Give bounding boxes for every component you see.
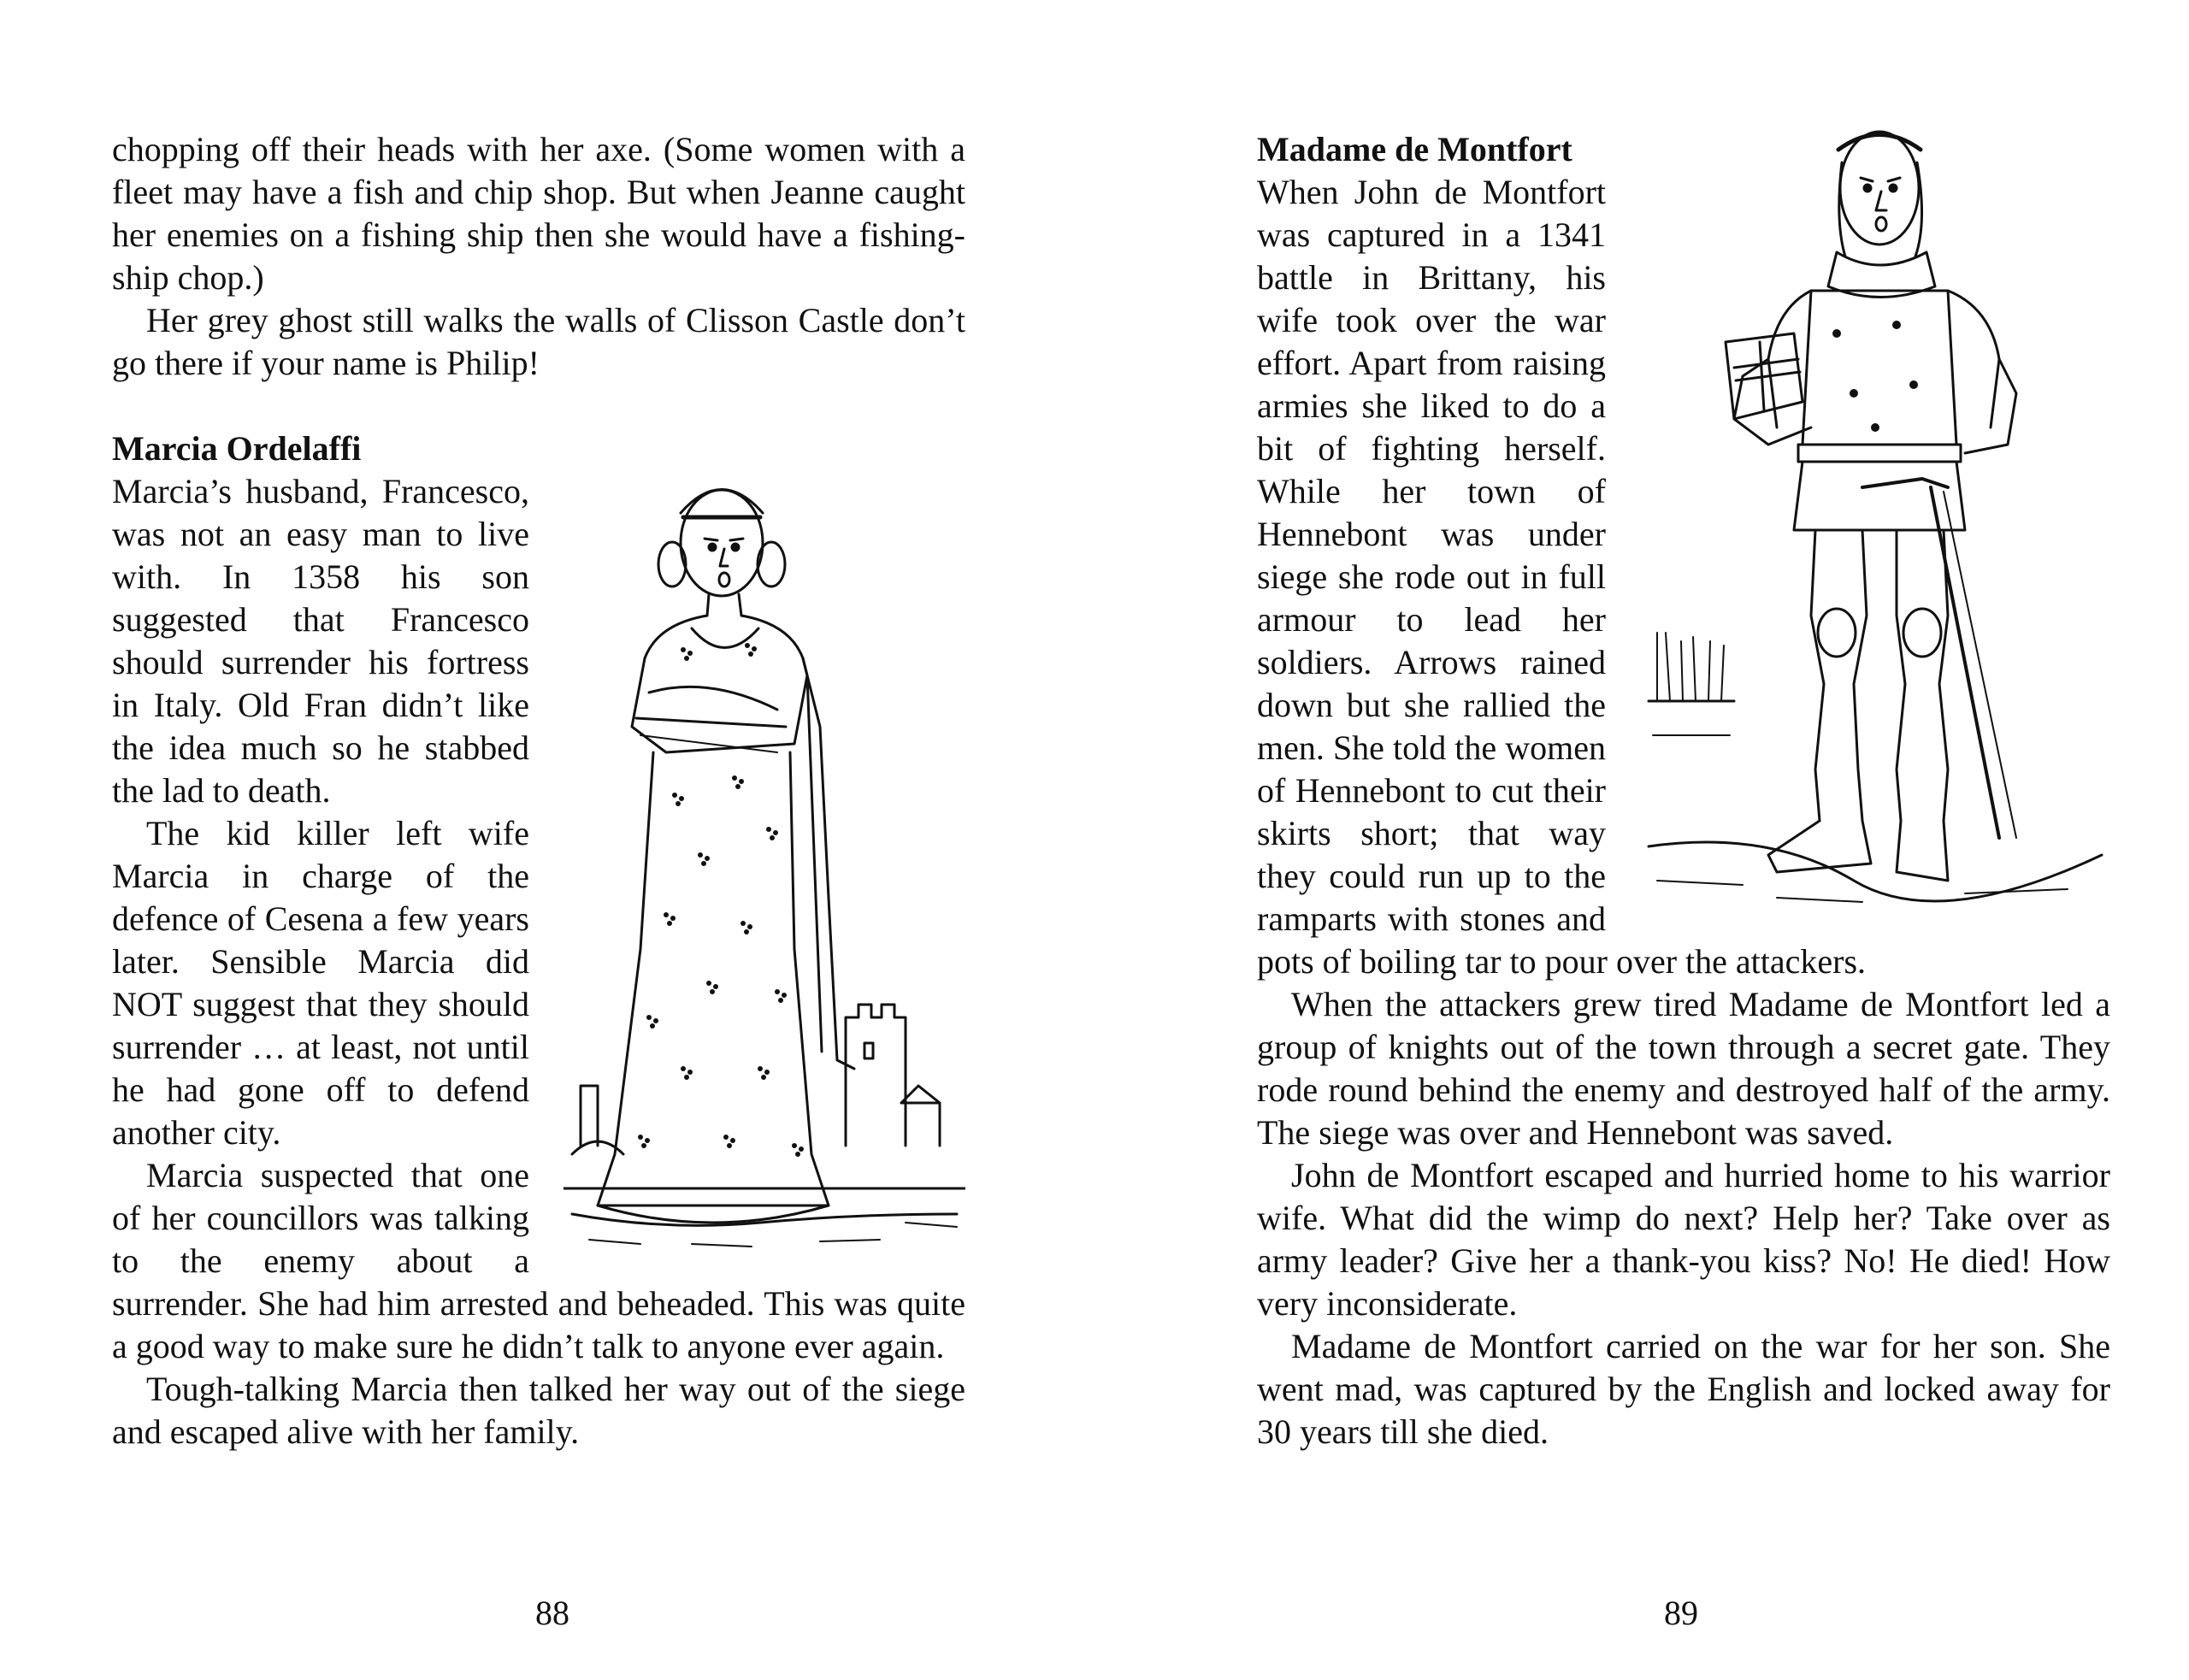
montfort-paragraph-4: Madame de Montfort carried on the war for her son. She went mad, was captured by the English and locked away for 30 years till she died. xyxy=(1257,1327,2110,1451)
ghost-paragraph: Her grey ghost still walks the walls of Clisson Castle don’t go there if your name is Philip! xyxy=(112,301,965,382)
marcia-heading: Marcia Ordelaffi xyxy=(112,429,362,468)
opening-paragraph: chopping off their heads with her axe. (Some women with a fleet may have a fish and chip shop. But when Jeanne caught her enemies on a fishing ship then she would have a fishing-ship chop.) xyxy=(112,130,965,297)
marcia-paragraph-3: Marcia suspected that one of her councillors was talking to the enemy about a surrender. She had him arrested and beheaded. This was quite a good way to make sure he didn’t talk to anyone ever again. xyxy=(112,1156,965,1365)
page-number-right: 89 xyxy=(1664,1594,1698,1632)
left-page xyxy=(0,0,1094,1680)
montfort-heading: Madame de Montfort xyxy=(1257,130,1572,168)
marcia-illustration xyxy=(563,470,965,1265)
marcia-paragraph-1: Marcia’s husband, Francesco, was not an easy man to live with. In 1358 his son suggested that Francesco should surrender his fortress in Italy. Old Fran didn’t like the idea much so he stabbed the lad to death. xyxy=(112,472,529,810)
marcia-paragraph-4: Tough-talking Marcia then talked her way out of the siege and escaped alive with her family. xyxy=(112,1370,965,1451)
marcia-paragraph-2: The kid killer left wife Marcia in charge of the defence of Cesena a few years later. Sensible Marcia did NOT suggest that they should surrender … at least, not until he had gone off to defend another city. xyxy=(112,814,529,1152)
left-page-text xyxy=(112,128,965,1453)
montfort-paragraph-2: When the attackers grew tired Madame de Montfort led a group of knights out of the town through a secret gate. They rode round behind the enemy and destroyed half of the army. The siege was over and Hennebont was saved. xyxy=(1257,985,2110,1152)
montfort-paragraph-1: When John de Montfort was captured in a 1341 battle in Brittany, his wife took over the war effort. Apart from raising armies she liked to do a bit of fighting herself. While her town of Hennebont was under siege she rode out in full armour to lead her soldiers. Arrows rained down but she rallied the men. She told the women of Hennebont to cut their skirts short; that way they could run up to the ramparts with stones and pots of boiling tar to pour over the attackers. xyxy=(1257,173,1867,981)
montfort-illustration xyxy=(1640,85,2110,940)
montfort-paragraph-3: John de Montfort escaped and hurried home to his warrior wife. What did the wimp do next? Help her? Take over as army leader? Give her a thank-you kiss? No! He died! How very inconsiderate. xyxy=(1257,1156,2110,1323)
right-page xyxy=(1094,0,2189,1680)
page-number-left: 88 xyxy=(535,1594,569,1632)
right-page-text xyxy=(1257,128,2110,1453)
